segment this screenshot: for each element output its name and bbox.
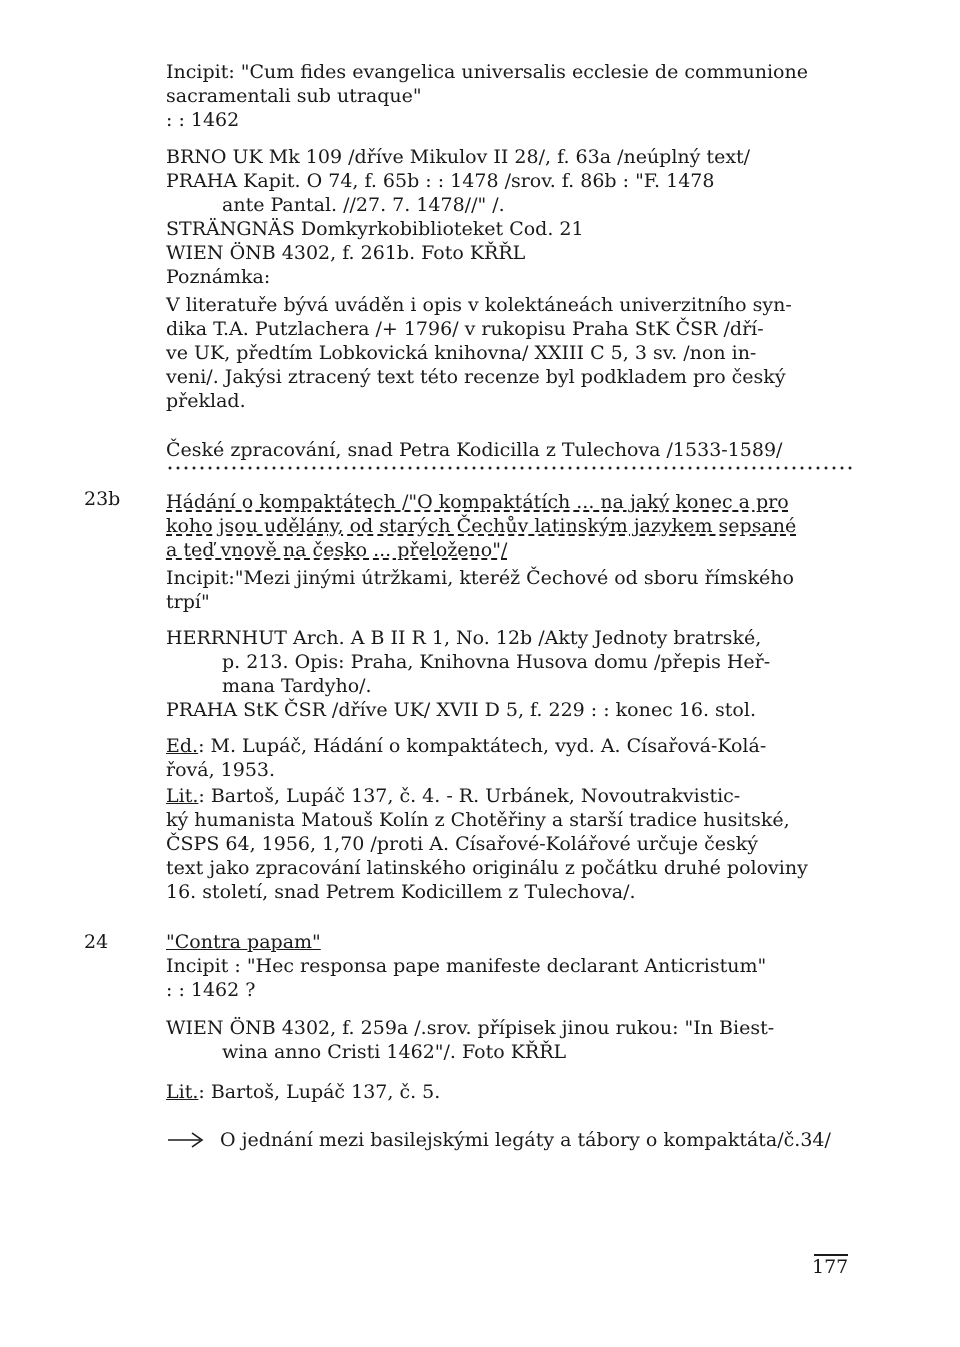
date-line: : : 1462 [166,109,240,131]
page-number: 177 [812,1256,849,1278]
entry-title: a teď vnově na česko ... přeloženo"/ [166,539,508,561]
incipit-line: Incipit: "Cum fides evangelica universalis ecclesie de communione [166,61,808,83]
edition-label: Ed. [166,735,199,757]
literature-line [166,1080,440,1104]
literature-label: Lit. [166,1081,199,1103]
entry-title: koho jsou udělány, od starých Čechův latinským jazykem sepsané [166,515,797,537]
source-line: WIEN ÖNB 4302, f. 261b. Foto KŘŘL [166,242,526,264]
date-line: : : 1462 ? [166,979,256,1001]
entry-title: "Contra papam" [166,931,321,953]
note-line: V literatuře bývá uváděn i opis v kolektáneách univerzitního syn- [166,294,792,316]
literature-text: : Bartoš, Lupáč 137, č. 5. [198,1081,441,1103]
incipit-line: Incipit : "Hec responsa pape manifeste declarant Anticristum" [166,955,767,977]
source-line: HERRNHUT Arch. A B II R 1, No. 12b /Akty Jednoty bratrské, [166,627,762,649]
source-line: PRAHA Kapit. O 74, f. 65b : : 1478 /srov. f. 86b : "F. 1478 [166,170,715,192]
literature-line: ký humanista Matouš Kolín z Chotěřiny a starší tradice husitské, [166,809,790,831]
literature-text: : Bartoš, Lupáč 137, č. 4. - R. Urbánek, Novoutrakvistic- [198,785,741,807]
edition-text: : M. Lupáč, Hádání o kompaktátech, vyd. A. Císařová-Kolá- [198,735,767,757]
note-label: Poznámka: [166,266,271,288]
literature-line: 16. století, snad Petrem Kodicillem z Tulechova/. [166,881,636,903]
entry-number: 23b [84,488,121,510]
note-line: veni/. Jakýsi ztracený text této recenze byl podkladem pro český [166,366,786,388]
note-line: dika T.A. Putzlachera /+ 1796/ v rukopisu Praha StK ČSR /dří- [166,318,764,340]
cross-reference: O jednání mezi basilejskými legáty a tábory o kompaktáta/č.34/ [220,1129,831,1151]
source-line: WIEN ÖNB 4302, f. 259a /.srov. přípisek jinou rukou: "In Biest- [166,1017,775,1039]
edition-line [166,734,766,758]
incipit-line: Incipit:"Mezi jinými útržkami, kteréž Čechové od sboru římského [166,567,794,589]
literature-line [166,784,740,808]
note-line: ve UK, předtím Lobkovická knihovna/ XXIII C 5, 3 sv. /non in- [166,342,757,364]
right-arrow-icon [166,1128,206,1152]
source-line: STRÄNGNÄS Domkyrkobiblioteket Cod. 21 [166,218,584,240]
dotted-rule [166,464,854,472]
source-line: PRAHA StK ČSR /dříve UK/ XVII D 5, f. 229 : : konec 16. stol. [166,699,756,721]
literature-label: Lit. [166,785,199,807]
note-line: překlad. [166,390,246,412]
source-line: ante Pantal. //27. 7. 1478//" /. [222,194,505,216]
source-line: mana Tardyho/. [222,675,372,697]
source-line: p. 213. Opis: Praha, Knihovna Husova domu /přepis Heř- [222,651,771,673]
entry-number: 24 [84,931,109,953]
edition-line: řová, 1953. [166,759,276,781]
literature-line: text jako zpracování latinského originálu z počátku druhé poloviny [166,857,808,879]
czech-heading: České zpracování, snad Petra Kodicilla z Tulechova /1533-1589/ [166,439,783,461]
source-line: wina anno Cristi 1462"/. Foto KŘŘL [222,1041,567,1063]
entry-title: Hádání o kompaktátech /"O kompaktátích ... na jaký konec a pro [166,491,789,513]
literature-line: ČSPS 64, 1956, 1,70 /proti A. Císařové-Kolářové určuje český [166,833,758,855]
source-line: BRNO UK Mk 109 /dříve Mikulov II 28/, f. 63a /neúplný text/ [166,146,751,168]
incipit-line: trpí" [166,591,210,613]
incipit-line: sacramentali sub utraque" [166,85,422,107]
